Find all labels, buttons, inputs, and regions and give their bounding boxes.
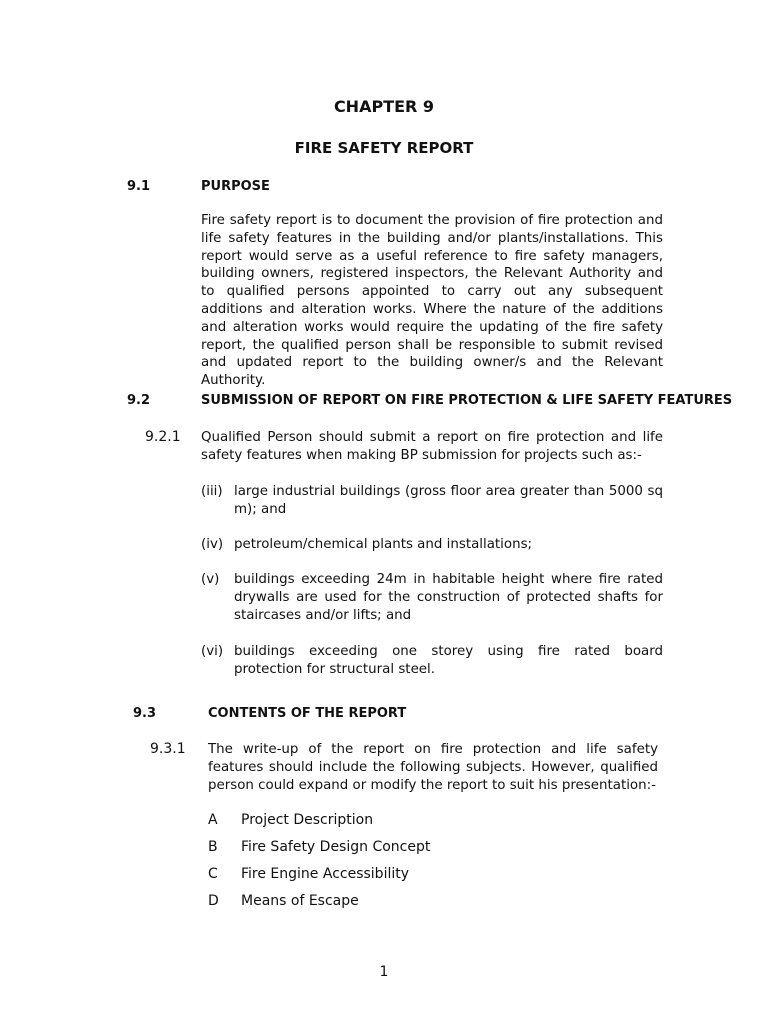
subsection-9-2-1-paragraph: Qualified Person should submit a report on fire protection and life safety features when making BP submission for projects such as:-: [201, 430, 663, 463]
subject-letter: A: [208, 812, 218, 828]
subject-letter: D: [208, 893, 219, 909]
list-item-label: (iv): [201, 537, 224, 552]
page-number: 1: [379, 964, 389, 980]
subject-letter: C: [208, 866, 218, 882]
chapter-heading: CHAPTER 9: [333, 97, 435, 116]
section-9-2-heading: SUBMISSION OF REPORT ON FIRE PROTECTION & LIFE SAFETY FEATURES: [201, 393, 733, 408]
list-item-text: large industrial buildings (gross floor area greater than 5000 sq m); and: [234, 484, 663, 517]
list-item-text: buildings exceeding one storey using fire rated board protection for structural steel.: [234, 644, 663, 677]
subject-item: Means of Escape: [241, 893, 359, 909]
subject-letter: B: [208, 839, 218, 855]
list-item-label: (v): [201, 572, 220, 587]
section-9-2-number: 9.2: [127, 393, 151, 408]
list-item-label: (vi): [201, 644, 224, 659]
subsection-9-3-1-paragraph: The write-up of the report on fire protection and life safety features should include the following subjects. However, qualified person could expand or modify the report to suit his presentation:-: [208, 742, 658, 793]
list-item-text: petroleum/chemical plants and installations;: [234, 537, 533, 552]
subsection-9-3-1-number: 9.3.1: [150, 741, 186, 757]
section-9-1-number: 9.1: [127, 179, 151, 194]
section-9-3-heading: CONTENTS OF THE REPORT: [208, 706, 407, 721]
list-item-label: (iii): [201, 484, 223, 499]
subject-item: Fire Engine Accessibility: [241, 866, 410, 882]
section-9-1-heading: PURPOSE: [201, 179, 270, 194]
section-9-3-number: 9.3: [133, 706, 157, 721]
subject-item: Fire Safety Design Concept: [241, 839, 431, 855]
subject-item: Project Description: [241, 812, 374, 828]
document-title: FIRE SAFETY REPORT: [294, 139, 474, 157]
list-item-text: buildings exceeding 24m in habitable height where fire rated drywalls are used for the construction of protected shafts for staircases and/or lifts; and: [234, 572, 663, 623]
section-9-1-paragraph: Fire safety report is to document the provision of fire protection and life safety features in the building and/or plants/installations. This report would serve as a useful reference to fire safety managers, building owners, registered inspectors, the Relevant Authority and to qualified persons appointed to carry out any subsequent additions and alteration works. Where the nature of the additions and alteration works would require the updating of the fire safety report, the qualified person shall be responsible to submit revised and updated report to the building owner/s and the Relevant Authority.: [201, 213, 663, 389]
subsection-9-2-1-number: 9.2.1: [145, 429, 181, 445]
